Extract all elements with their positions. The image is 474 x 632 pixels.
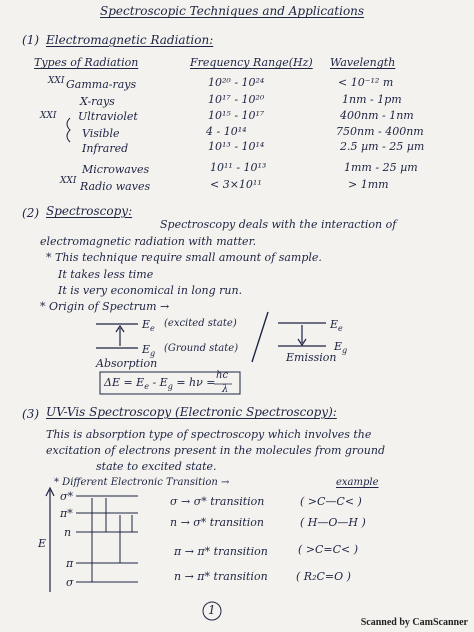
example-label: example bbox=[336, 477, 379, 488]
transition-example: ( H—O—H ) bbox=[300, 516, 366, 529]
column-header-frequency: Frequency Range(Hz) bbox=[190, 56, 313, 69]
row-type: Microwaves bbox=[82, 163, 150, 176]
column-header-wavelength: Wavelength bbox=[330, 56, 396, 69]
level-pi: π bbox=[66, 557, 74, 570]
row-frequency: 10¹³ - 10¹⁴ bbox=[208, 140, 265, 153]
level-n: n bbox=[64, 526, 72, 539]
section-3-heading: UV-Vis Spectroscopy (Electronic Spectroscopy): bbox=[46, 405, 337, 419]
transition-example: ( R₂C=O ) bbox=[296, 570, 351, 583]
excited-state-label: (excited state) bbox=[164, 318, 237, 329]
row-wavelength: > 1mm bbox=[348, 178, 389, 191]
uv-text-line-3: state to excited state. bbox=[96, 460, 217, 473]
level-sigma-star: σ* bbox=[60, 490, 74, 503]
row-frequency: 4 - 10¹⁴ bbox=[206, 125, 247, 138]
row-type: Ultraviolet bbox=[78, 110, 138, 123]
row-frequency: 10¹⁵ - 10¹⁷ bbox=[208, 109, 265, 122]
right-ground-label: $E_g$ bbox=[334, 340, 348, 356]
absorption-label: Absorption bbox=[96, 357, 158, 370]
row-frequency: 10¹¹ - 10¹³ bbox=[210, 161, 267, 174]
row-type: Radio waves bbox=[80, 180, 151, 193]
definition-line-2: electromagnetic radiation with matter. bbox=[40, 235, 257, 248]
transition-label: n → σ* transition bbox=[170, 516, 264, 529]
equation-box bbox=[100, 372, 240, 394]
level-pi-star: π* bbox=[60, 507, 73, 520]
transition-example: ( >C=C< ) bbox=[298, 543, 359, 556]
row-frequency: 10¹⁷ - 10²⁰ bbox=[208, 93, 265, 106]
uv-text-line-1: This is absorption type of spectroscopy which involves the bbox=[46, 428, 372, 441]
page-number-circle bbox=[203, 602, 221, 620]
equation-denominator: λ bbox=[222, 384, 229, 395]
section-3-number: (3) bbox=[22, 407, 40, 421]
row-wavelength: < 10⁻¹² m bbox=[338, 76, 394, 89]
row-mark: XXI bbox=[40, 111, 57, 121]
row-wavelength: 2.5 µm - 25 µm bbox=[340, 140, 425, 153]
row-frequency: 10²⁰ - 10²⁴ bbox=[208, 76, 265, 89]
section-2-heading: Spectroscopy: bbox=[46, 204, 133, 218]
row-wavelength: 1mm - 25 µm bbox=[344, 161, 418, 174]
row-type: Visible bbox=[82, 127, 120, 140]
right-excited-label: $E_e$ bbox=[330, 318, 343, 334]
ground-energy-label: $E_g$ bbox=[142, 343, 156, 359]
page-number: 1 bbox=[208, 603, 216, 617]
transition-example: ( >C—C< ) bbox=[300, 495, 362, 508]
equation-numerator: hc bbox=[216, 370, 229, 381]
ground-state-label: (Ground state) bbox=[164, 343, 239, 354]
definition-line-1: Spectroscopy deals with the interaction of bbox=[160, 218, 397, 231]
row-type: X-rays bbox=[80, 95, 115, 108]
section-1-heading: Electromagnetic Radiation: bbox=[46, 33, 214, 47]
table-brace bbox=[67, 118, 70, 142]
diagram-divider bbox=[252, 312, 268, 362]
column-header-type: Types of Radiation bbox=[34, 56, 139, 69]
energy-axis-label: E bbox=[38, 537, 47, 550]
row-wavelength: 1nm - 1pm bbox=[342, 93, 402, 106]
row-mark: XXI bbox=[60, 176, 77, 186]
row-wavelength: 400nm - 1nm bbox=[340, 109, 414, 122]
bullet-3: It is very economical in long run. bbox=[58, 284, 243, 297]
transition-label: n → π* transition bbox=[174, 570, 268, 583]
row-mark: XXI bbox=[48, 76, 65, 86]
scanner-watermark: Scanned by CamScanner bbox=[360, 617, 468, 628]
level-sigma: σ bbox=[66, 576, 74, 589]
uv-text-line-2: excitation of electrons present in the molecules from ground bbox=[46, 444, 386, 457]
origin-heading: * Origin of Spectrum → bbox=[40, 300, 170, 313]
transitions-heading: * Different Electronic Transition → bbox=[54, 477, 230, 488]
section-1-number: (1) bbox=[22, 33, 40, 47]
bullet-2: It takes less time bbox=[58, 268, 154, 281]
row-frequency: < 3×10¹¹ bbox=[210, 178, 262, 191]
excited-energy-label: $E_e$ bbox=[142, 318, 155, 334]
row-wavelength: 750nm - 400nm bbox=[336, 125, 424, 138]
row-type: Gamma-rays bbox=[66, 78, 137, 91]
energy-equation: $\Delta E = E_e - E_g = h\nu$ = bbox=[104, 376, 216, 392]
section-2-number: (2) bbox=[22, 206, 40, 220]
transition-label: σ → σ* transition bbox=[170, 495, 265, 508]
page-title: Spectroscopic Techniques and Applications bbox=[100, 4, 365, 18]
bullet-1: * This technique require small amount of sample. bbox=[46, 251, 322, 264]
transition-label: π → π* transition bbox=[174, 545, 268, 558]
row-type: Infrared bbox=[82, 142, 129, 155]
emission-label: Emission bbox=[286, 351, 337, 364]
